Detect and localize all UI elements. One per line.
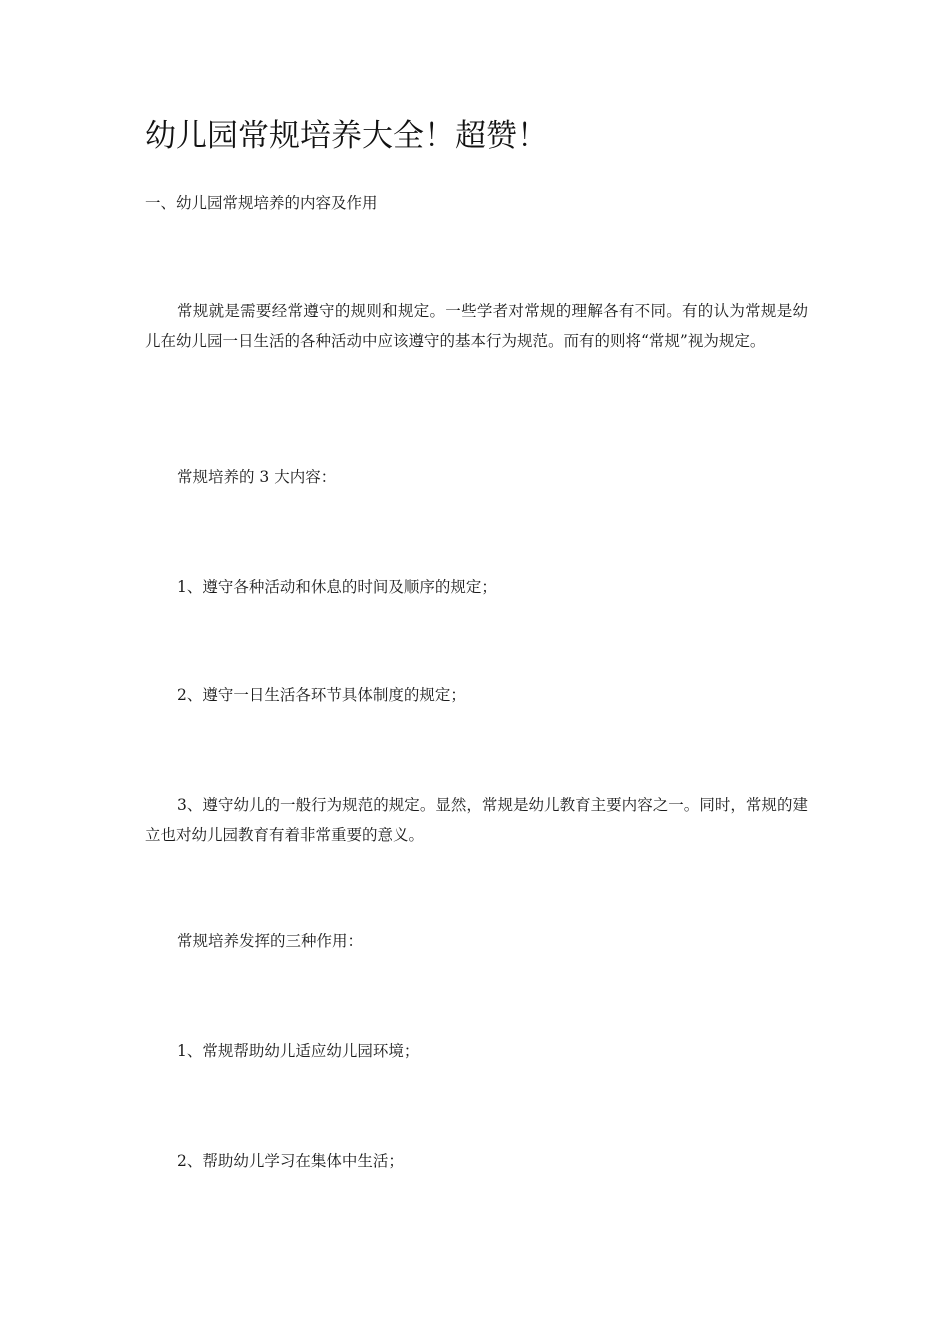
paragraph-definition: 常规就是需要经常遵守的规则和规定。一些学者对常规的理解各有不同。有的认为常规是幼儿在幼儿园一日生活的各种活动中应该遵守的基本行为规范。而有的则将“常规”视为规定。: [145, 302, 808, 350]
document-title: 幼儿园常规培养大全！超赞！: [145, 118, 548, 154]
paragraph-content-intro: 常规培养的 3 大内容：: [177, 468, 337, 486]
list-item-content-3: 3、遵守幼儿的一般行为规范的规定。显然，常规是幼儿教育主要内容之一。同时，常规的建立也对幼儿园教育有着非常重要的意义。: [145, 796, 808, 844]
list-item-content-1: 1、遵守各种活动和休息的时间及顺序的规定；: [177, 578, 497, 596]
paragraph-function-intro: 常规培养发挥的三种作用：: [177, 932, 364, 950]
section-heading: 一、幼儿园常规培养的内容及作用: [145, 194, 378, 212]
list-item-function-1: 1、常规帮助幼儿适应幼儿园环境；: [177, 1042, 420, 1060]
list-item-function-2: 2、帮助幼儿学习在集体中生活；: [177, 1152, 404, 1170]
list-item-content-2: 2、遵守一日生活各环节具体制度的规定；: [177, 686, 466, 704]
